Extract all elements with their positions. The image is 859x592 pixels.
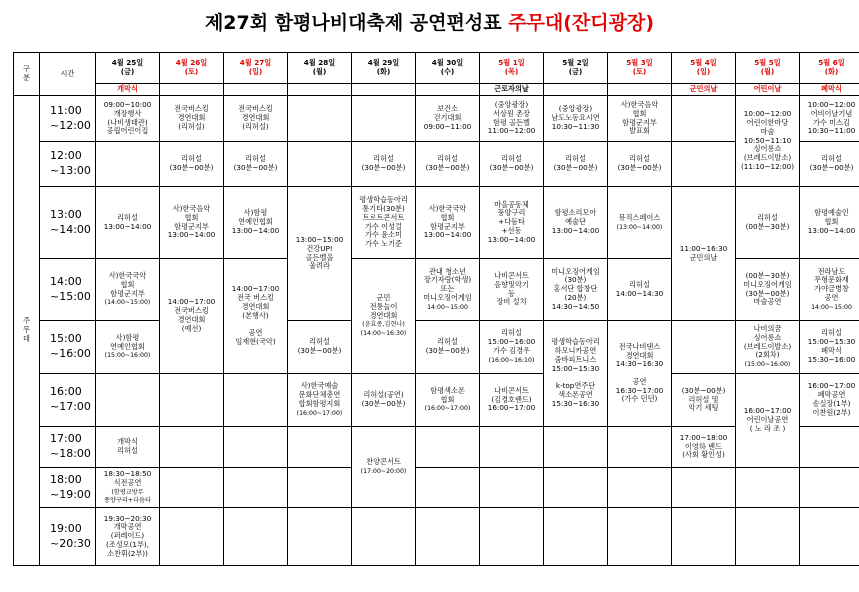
empty-cell — [608, 468, 672, 508]
schedule-row — [14, 374, 859, 427]
empty-cell — [672, 508, 736, 566]
event-cell: 11:00~16:30 군민의날 — [672, 187, 736, 321]
empty-cell — [544, 427, 608, 468]
event-cell: 평생학습동아리 통기타(30분) 트로트콘서트 가수 이성걸 가수 윤소미 가수 노기준 — [352, 187, 416, 259]
note-row — [14, 84, 859, 96]
time-slot: 19:00 ~20:30 — [40, 508, 96, 566]
empty-cell — [544, 468, 608, 508]
time-slot: 13:00 ~14:00 — [40, 187, 96, 259]
schedule-row — [14, 321, 859, 374]
empty-cell — [288, 96, 352, 142]
event-cell: 리허설(공연) (30분~00분) — [352, 374, 416, 427]
event-cell: 나비콘서트 음향및악기 등 장비 설치 — [480, 259, 544, 321]
empty-cell — [672, 321, 736, 374]
empty-cell — [352, 96, 416, 142]
empty-cell — [416, 468, 480, 508]
empty-cell — [672, 142, 736, 187]
event-cell: 전국버스킹 경연대회 (리허설) — [224, 96, 288, 142]
event-cell: 18:30~18:50 식전공연 (함평교방무 풍양구리+다듬타 — [96, 468, 160, 508]
day-note — [160, 84, 224, 96]
empty-cell — [544, 508, 608, 566]
event-cell: 리허설 (30분~00분) — [288, 321, 352, 374]
empty-cell — [224, 427, 288, 468]
event-cell: 리허설 (30분~00분) — [416, 142, 480, 187]
day-header-5-6: 5월 6일 (화) — [800, 53, 859, 84]
title-prefix: 제27회 함평나비대축제 공연편성표 — [204, 12, 509, 34]
event-cell: 미니오징어게임 (30분) 홍서단 합창단 (20분) 14:30~14:50 — [544, 259, 608, 321]
event-cell: 10:00~12:00 어비이날기념 가수 미스김 10:30~11:00 — [800, 96, 859, 142]
event-cell: 사)한국국악 협회 함평군지부 (14:00~15:00) — [96, 259, 160, 321]
stage-label: 주 무 대 — [14, 96, 40, 566]
event-cell: 10:00~12:00 어린이한마당 마술 10:50~11:10 싱어롱쇼 (브레드이발소) (11:10~12:00) — [736, 96, 800, 187]
event-cell: 평생학습동아리 하모니카공연 줌바피트니스 15:00~15:30 k-top연주단 색소폰공연 15:30~16:30 — [544, 321, 608, 427]
time-header: 시간 — [40, 53, 96, 96]
event-cell: 리허설 14:00~14:30 — [608, 259, 672, 321]
day-header-4-27: 4월 27일 (일) — [224, 53, 288, 84]
event-cell: 뮤직스페이스 (13:00~14:00) — [608, 187, 672, 259]
day-note-childrens-day: 어린이날 — [736, 84, 800, 96]
event-cell: 09:00~10:00 개장행사 (나비생태관) 공립어린이집 — [96, 96, 160, 142]
empty-cell — [608, 508, 672, 566]
day-header-5-5: 5월 5일 (월) — [736, 53, 800, 84]
event-cell: 사)한국예술 문화단체총연 합회함평지회 (16:00~17:00) — [288, 374, 352, 427]
event-cell: 리허설 (30분~00분) — [224, 142, 288, 187]
event-cell: 13:00~15:00 건강UP! 골든벨을 울려라 — [288, 187, 352, 321]
event-cell: 리허설 15:00~15:30 폐막식 15:30~16:00 — [800, 321, 859, 374]
event-cell: 리허설 (30분~00분) — [544, 142, 608, 187]
day-note — [544, 84, 608, 96]
empty-cell — [160, 374, 224, 427]
event-cell: 14:00~17:00 전국 버스킹 경연대회 (본행사) 공연 임재현(국악) — [224, 259, 288, 374]
empty-cell — [416, 508, 480, 566]
empty-cell — [288, 142, 352, 187]
day-note-citizens-day: 군민의날 — [672, 84, 736, 96]
event-cell: 나비콘서트 (김경호밴드) 16:00~17:00 — [480, 374, 544, 427]
day-header-4-28: 4월 28일 (월) — [288, 53, 352, 84]
empty-cell — [800, 427, 859, 468]
day-header-5-4: 5월 4일 (일) — [672, 53, 736, 84]
event-cell: 16:00~17:00 어린이날공연 ( 노 라 조 ) — [736, 374, 800, 468]
event-cell: 관내 청소년 장기자랑(학생) 또는 미니오징어게임 14:00~15:00 — [416, 259, 480, 321]
event-cell: 리허설 15:00~16:00 가수 김경우 (16:00~16:10) — [480, 321, 544, 374]
day-note — [288, 84, 352, 96]
empty-cell — [480, 508, 544, 566]
day-note-opening: 개막식 — [96, 84, 160, 96]
empty-cell — [224, 508, 288, 566]
event-cell: 리허설 (00분~30분) — [736, 187, 800, 259]
event-cell: 사)한국음악 협회 함평군지부 발표회 — [608, 96, 672, 142]
empty-cell — [96, 374, 160, 427]
event-cell: (00분~30분) 미니오징어게임 (30분~00분) 마술공연 — [736, 259, 800, 321]
empty-cell — [288, 468, 352, 508]
day-note-closing: 폐막식 — [800, 84, 859, 96]
empty-cell — [480, 468, 544, 508]
event-cell: 보건소 걷기대회 09:00~11:00 — [416, 96, 480, 142]
event-cell: (중앙광장) 남도노동요시연 10:30~11:30 — [544, 96, 608, 142]
time-slot: 14:00 ~15:00 — [40, 259, 96, 321]
event-cell: 17:00~18:00 이영하 밴드 (사회 황인성) — [672, 427, 736, 468]
empty-cell — [800, 508, 859, 566]
event-cell: 사)함평 연예인협회 (15:00~16:00) — [96, 321, 160, 374]
event-cell: 함평예술인 협회 13:00~14:00 — [800, 187, 859, 259]
schedule-row — [14, 468, 859, 508]
event-cell: 리허설 (30분~00분) — [416, 321, 480, 374]
day-header-4-26: 4월 26일 (토) — [160, 53, 224, 84]
header-row — [14, 53, 859, 84]
time-slot: 15:00 ~16:00 — [40, 321, 96, 374]
time-slot: 16:00 ~17:00 — [40, 374, 96, 427]
event-cell: 리허설 (30분~00분) — [352, 142, 416, 187]
day-note — [352, 84, 416, 96]
event-cell: 찬양콘서트 (17:00~20:00) — [352, 427, 416, 508]
empty-cell — [736, 468, 800, 508]
event-cell: (중앙광장) 서상원 촌장 함평 골든벨 11:00~12:00 — [480, 96, 544, 142]
event-cell: 전국나비댄스 경연대회 14:30~16:30 공연 16:30~17:00 (가수 던던) — [608, 321, 672, 427]
event-cell: 사)한국음악 협회 함평군지부 13:00~14:00 — [160, 187, 224, 259]
day-header-5-1: 5월 1일 (목) — [480, 53, 544, 84]
schedule-row — [14, 427, 859, 468]
time-slot: 12:00 ~13:00 — [40, 142, 96, 187]
empty-cell — [288, 427, 352, 468]
empty-cell — [160, 468, 224, 508]
event-cell: 사)한국국악 협회 함평군지부 13:00~14:00 — [416, 187, 480, 259]
empty-cell — [288, 508, 352, 566]
time-slot: 17:00 ~18:00 — [40, 427, 96, 468]
schedule-row — [14, 142, 859, 187]
empty-cell — [96, 142, 160, 187]
empty-cell — [800, 468, 859, 508]
schedule-table — [13, 52, 859, 566]
empty-cell — [352, 508, 416, 566]
event-cell: 사)함평 연예인협회 13:00~14:00 — [224, 187, 288, 259]
schedule-row — [14, 508, 859, 566]
day-note-labor-day: 근로자의날 — [480, 84, 544, 96]
event-cell: 전라남도 무형문화재 가야금병창 공연 14:00~15:00 — [800, 259, 859, 321]
empty-cell — [608, 427, 672, 468]
event-cell: 전국버스킹 경연대회 (리허설) — [160, 96, 224, 142]
day-note — [224, 84, 288, 96]
event-cell: 14:00~17:00 전국버스킹 경연대회 (예선) — [160, 259, 224, 374]
day-header-5-2: 5월 2일 (금) — [544, 53, 608, 84]
event-cell: 16:00~17:00 폐막공연 송실장(1부) 이찬원(2부) — [800, 374, 859, 427]
event-cell: 마을공동체 풍양구리 +다듬타 +선동 13:00~14:00 — [480, 187, 544, 259]
gubun-header: 구 분 — [14, 53, 40, 96]
page-title — [0, 8, 859, 35]
time-slot: 18:00 ~19:00 — [40, 468, 96, 508]
event-cell: 리허설 (30분~00분) — [608, 142, 672, 187]
schedule-row — [14, 187, 859, 259]
empty-cell — [224, 468, 288, 508]
day-note — [608, 84, 672, 96]
day-note — [416, 84, 480, 96]
event-cell: 19:30~20:30 개막공연 (퍼레이드) (조성모(1부), 소찬휘(2부)) — [96, 508, 160, 566]
empty-cell — [160, 427, 224, 468]
empty-cell — [480, 427, 544, 468]
event-cell: 리허설 (30분~00분) — [800, 142, 859, 187]
event-cell: 함평소리모아 예술단 13:00~14:00 — [544, 187, 608, 259]
event-cell: 개막식 리허설 — [96, 427, 160, 468]
day-header-4-25: 4월 25일 (금) — [96, 53, 160, 84]
event-cell: 리허설 13:00~14:00 — [96, 187, 160, 259]
empty-cell — [672, 96, 736, 142]
day-header-4-30: 4월 30일 (수) — [416, 53, 480, 84]
day-header-4-29: 4월 29일 (화) — [352, 53, 416, 84]
event-cell: 리허설 (30분~00분) — [480, 142, 544, 187]
title-stage: 주무대(잔디광장) — [508, 12, 655, 34]
event-cell: 함평색소폰 협회 (16:00~17:00) — [416, 374, 480, 427]
empty-cell — [224, 374, 288, 427]
empty-cell — [160, 508, 224, 566]
day-header-5-3: 5월 3일 (토) — [608, 53, 672, 84]
empty-cell — [736, 508, 800, 566]
time-slot: 11:00 ~12:00 — [40, 96, 96, 142]
event-cell: 군민 전통놀이 경연대회 (윤효종,김현나) (14:00~16:30) — [352, 259, 416, 374]
empty-cell — [672, 468, 736, 508]
schedule-row — [14, 96, 859, 142]
empty-cell — [416, 427, 480, 468]
event-cell: 리허설 (30분~00분) — [160, 142, 224, 187]
event-cell: 나비의꿈 싱어롱쇼 (브레드이발소) (2회차) (15:00~16:00) — [736, 321, 800, 374]
event-cell: (30분~00분) 리허설 및 악기 세팅 — [672, 374, 736, 427]
